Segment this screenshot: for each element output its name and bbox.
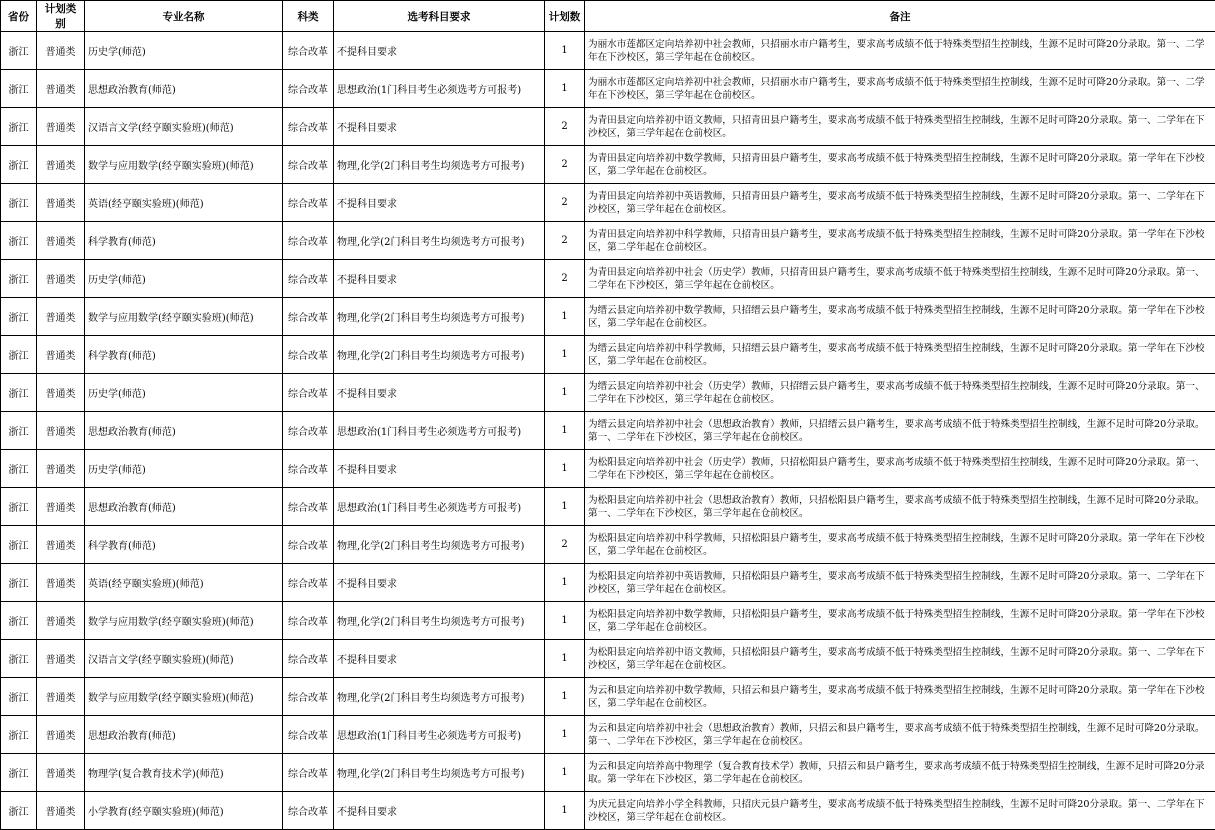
cell-requirement: 不提科目要求 — [334, 792, 545, 830]
cell-count: 1 — [545, 374, 585, 412]
cell-major: 数学与应用数学(经亨颐实验班)(师范) — [85, 602, 283, 640]
cell-category: 普通类 — [37, 564, 85, 602]
cell-subject-type: 综合改革 — [283, 488, 334, 526]
cell-category: 普通类 — [37, 412, 85, 450]
table-row — [1, 602, 1215, 640]
cell-subject-type: 综合改革 — [283, 298, 334, 336]
cell-major: 科学教育(师范) — [85, 222, 283, 260]
cell-count: 1 — [545, 792, 585, 830]
cell-note: 为丽水市莲都区定向培养初中社会教师，只招丽水市户籍考生，要求高考成绩不低于特殊类型招生控制线，生源不足时可降20分录取。第一、二学年在下沙校区，第三学年起在仓前校区。 — [585, 70, 1215, 108]
table-row — [1, 222, 1215, 260]
cell-major: 科学教育(师范) — [85, 336, 283, 374]
cell-requirement: 思想政治(1门科目考生必须选考方可报考) — [334, 70, 545, 108]
cell-count: 2 — [545, 260, 585, 298]
cell-major: 汉语言文学(经亨颐实验班)(师范) — [85, 108, 283, 146]
cell-province: 浙江 — [1, 754, 37, 792]
cell-note: 为松阳县定向培养初中社会（思想政治教育）教师，只招松阳县户籍考生，要求高考成绩不低于特殊类型招生控制线，生源不足时可降20分录取。第一、二学年在下沙校区，第三学年起在仓前校区。 — [585, 488, 1215, 526]
cell-subject-type: 综合改革 — [283, 146, 334, 184]
cell-note: 为松阳县定向培养初中社会（历史学）教师，只招松阳县户籍考生，要求高考成绩不低于特殊类型招生控制线，生源不足时可降20分录取。第一、二学年在下沙校区，第三学年起在仓前校区。 — [585, 450, 1215, 488]
cell-province: 浙江 — [1, 602, 37, 640]
cell-requirement: 不提科目要求 — [334, 32, 545, 70]
cell-subject-type: 综合改革 — [283, 336, 334, 374]
cell-note: 为青田县定向培养初中数学教师，只招青田县户籍考生，要求高考成绩不低于特殊类型招生控制线，生源不足时可降20分录取。第一学年在下沙校区，第二学年起在仓前校区。 — [585, 146, 1215, 184]
cell-subject-type: 综合改革 — [283, 564, 334, 602]
cell-province: 浙江 — [1, 146, 37, 184]
cell-category: 普通类 — [37, 146, 85, 184]
cell-count: 1 — [545, 754, 585, 792]
cell-province: 浙江 — [1, 374, 37, 412]
cell-requirement: 思想政治(1门科目考生必须选考方可报考) — [334, 716, 545, 754]
cell-note: 为缙云县定向培养初中社会（思想政治教育）教师，只招缙云县户籍考生，要求高考成绩不低于特殊类型招生控制线，生源不足时可降20分录取。第一、二学年在下沙校区，第三学年起在仓前校区。 — [585, 412, 1215, 450]
cell-province: 浙江 — [1, 450, 37, 488]
cell-subject-type: 综合改革 — [283, 678, 334, 716]
cell-category: 普通类 — [37, 716, 85, 754]
cell-major: 历史学(师范) — [85, 260, 283, 298]
cell-major: 历史学(师范) — [85, 374, 283, 412]
cell-requirement: 不提科目要求 — [334, 450, 545, 488]
cell-province: 浙江 — [1, 488, 37, 526]
cell-note: 为云和县定向培养高中物理学（复合教育技术学）教师，只招云和县户籍考生，要求高考成绩不低于特殊类型招生控制线，生源不足时可降20分录取。第一学年在下沙校区，第二学年起在仓前校区。 — [585, 754, 1215, 792]
cell-subject-type: 综合改革 — [283, 640, 334, 678]
cell-category: 普通类 — [37, 450, 85, 488]
cell-major: 科学教育(师范) — [85, 526, 283, 564]
cell-category: 普通类 — [37, 374, 85, 412]
cell-subject-type: 综合改革 — [283, 108, 334, 146]
cell-requirement: 物理,化学(2门科目考生均须选考方可报考) — [334, 526, 545, 564]
table-row — [1, 678, 1215, 716]
cell-major: 英语(经亨颐实验班)(师范) — [85, 564, 283, 602]
header-requirement: 选考科目要求 — [334, 1, 545, 32]
table-row — [1, 526, 1215, 564]
cell-note: 为松阳县定向培养初中英语教师，只招松阳县户籍考生，要求高考成绩不低于特殊类型招生控制线，生源不足时可降20分录取。第一、二学年在下沙校区，第三学年起在仓前校区。 — [585, 564, 1215, 602]
cell-subject-type: 综合改革 — [283, 716, 334, 754]
table-row — [1, 754, 1215, 792]
cell-requirement: 物理,化学(2门科目考生均须选考方可报考) — [334, 298, 545, 336]
cell-subject-type: 综合改革 — [283, 450, 334, 488]
table-row — [1, 146, 1215, 184]
cell-requirement: 物理,化学(2门科目考生均须选考方可报考) — [334, 754, 545, 792]
cell-note: 为青田县定向培养初中语文教师，只招青田县户籍考生，要求高考成绩不低于特殊类型招生控制线，生源不足时可降20分录取。第一、二学年在下沙校区，第三学年起在仓前校区。 — [585, 108, 1215, 146]
cell-category: 普通类 — [37, 222, 85, 260]
cell-count: 1 — [545, 716, 585, 754]
cell-province: 浙江 — [1, 716, 37, 754]
cell-requirement: 不提科目要求 — [334, 260, 545, 298]
cell-subject-type: 综合改革 — [283, 374, 334, 412]
cell-major: 数学与应用数学(经亨颐实验班)(师范) — [85, 678, 283, 716]
cell-note: 为缙云县定向培养初中数学教师，只招缙云县户籍考生，要求高考成绩不低于特殊类型招生控制线，生源不足时可降20分录取。第一学年在下沙校区，第二学年起在仓前校区。 — [585, 298, 1215, 336]
cell-province: 浙江 — [1, 412, 37, 450]
cell-count: 2 — [545, 146, 585, 184]
table-row — [1, 336, 1215, 374]
cell-subject-type: 综合改革 — [283, 222, 334, 260]
cell-category: 普通类 — [37, 298, 85, 336]
cell-major: 思想政治教育(师范) — [85, 488, 283, 526]
table-row — [1, 184, 1215, 222]
cell-count: 1 — [545, 678, 585, 716]
header-province: 省份 — [1, 1, 37, 32]
header-category: 计划类别 — [37, 1, 85, 32]
cell-note: 为云和县定向培养初中社会（思想政治教育）教师，只招云和县户籍考生，要求高考成绩不低于特殊类型招生控制线，生源不足时可降20分录取。第一、二学年在下沙校区，第三学年起在仓前校区。 — [585, 716, 1215, 754]
cell-category: 普通类 — [37, 754, 85, 792]
cell-province: 浙江 — [1, 70, 37, 108]
cell-province: 浙江 — [1, 108, 37, 146]
cell-note: 为松阳县定向培养初中数学教师，只招松阳县户籍考生，要求高考成绩不低于特殊类型招生控制线，生源不足时可降20分录取。第一学年在下沙校区，第二学年起在仓前校区。 — [585, 602, 1215, 640]
cell-category: 普通类 — [37, 260, 85, 298]
table-row — [1, 792, 1215, 830]
cell-major: 小学教育(经亨颐实验班)(师范) — [85, 792, 283, 830]
cell-province: 浙江 — [1, 260, 37, 298]
cell-count: 1 — [545, 412, 585, 450]
table-row — [1, 450, 1215, 488]
cell-count: 1 — [545, 640, 585, 678]
table-row — [1, 108, 1215, 146]
cell-category: 普通类 — [37, 792, 85, 830]
table-row — [1, 32, 1215, 70]
cell-requirement: 思想政治(1门科目考生必须选考方可报考) — [334, 412, 545, 450]
cell-major: 数学与应用数学(经亨颐实验班)(师范) — [85, 298, 283, 336]
cell-category: 普通类 — [37, 488, 85, 526]
cell-province: 浙江 — [1, 792, 37, 830]
cell-subject-type: 综合改革 — [283, 32, 334, 70]
cell-major: 思想政治教育(师范) — [85, 716, 283, 754]
cell-category: 普通类 — [37, 32, 85, 70]
cell-subject-type: 综合改革 — [283, 412, 334, 450]
cell-subject-type: 综合改革 — [283, 754, 334, 792]
table-body — [1, 32, 1215, 830]
cell-count: 1 — [545, 488, 585, 526]
cell-note: 为缙云县定向培养初中科学教师，只招缙云县户籍考生，要求高考成绩不低于特殊类型招生控制线，生源不足时可降20分录取。第一学年在下沙校区，第二学年起在仓前校区。 — [585, 336, 1215, 374]
cell-requirement: 物理,化学(2门科目考生均须选考方可报考) — [334, 678, 545, 716]
cell-requirement: 物理,化学(2门科目考生均须选考方可报考) — [334, 222, 545, 260]
header-note: 备注 — [585, 1, 1215, 32]
cell-note: 为松阳县定向培养初中语文教师，只招松阳县户籍考生，要求高考成绩不低于特殊类型招生控制线，生源不足时可降20分录取。第一、二学年在下沙校区，第三学年起在仓前校区。 — [585, 640, 1215, 678]
table-row — [1, 640, 1215, 678]
cell-major: 英语(经亨颐实验班)(师范) — [85, 184, 283, 222]
table-header — [1, 1, 1215, 32]
cell-requirement: 思想政治(1门科目考生必须选考方可报考) — [334, 488, 545, 526]
cell-category: 普通类 — [37, 336, 85, 374]
cell-subject-type: 综合改革 — [283, 184, 334, 222]
table-row — [1, 716, 1215, 754]
cell-major: 思想政治教育(师范) — [85, 70, 283, 108]
table-row — [1, 488, 1215, 526]
cell-count: 1 — [545, 336, 585, 374]
cell-category: 普通类 — [37, 678, 85, 716]
table-row — [1, 298, 1215, 336]
cell-count: 2 — [545, 184, 585, 222]
cell-major: 历史学(师范) — [85, 450, 283, 488]
cell-province: 浙江 — [1, 184, 37, 222]
cell-category: 普通类 — [37, 70, 85, 108]
cell-count: 2 — [545, 526, 585, 564]
cell-note: 为云和县定向培养初中数学教师，只招云和县户籍考生，要求高考成绩不低于特殊类型招生控制线，生源不足时可降20分录取。第一学年在下沙校区，第二学年起在仓前校区。 — [585, 678, 1215, 716]
cell-province: 浙江 — [1, 298, 37, 336]
cell-province: 浙江 — [1, 564, 37, 602]
cell-subject-type: 综合改革 — [283, 526, 334, 564]
cell-count: 2 — [545, 222, 585, 260]
cell-note: 为庆元县定向培养小学全科教师，只招庆元县户籍考生，要求高考成绩不低于特殊类型招生控制线，生源不足时可降20分录取。第一、二学年在下沙校区，第三学年起在仓前校区。 — [585, 792, 1215, 830]
header-row — [1, 1, 1215, 32]
cell-province: 浙江 — [1, 678, 37, 716]
cell-category: 普通类 — [37, 108, 85, 146]
cell-note: 为松阳县定向培养初中科学教师，只招松阳县户籍考生，要求高考成绩不低于特殊类型招生控制线，生源不足时可降20分录取。第一学年在下沙校区，第二学年起在仓前校区。 — [585, 526, 1215, 564]
cell-requirement: 不提科目要求 — [334, 564, 545, 602]
table-row — [1, 564, 1215, 602]
cell-requirement: 不提科目要求 — [334, 640, 545, 678]
cell-province: 浙江 — [1, 640, 37, 678]
cell-note: 为丽水市莲都区定向培养初中社会教师，只招丽水市户籍考生，要求高考成绩不低于特殊类型招生控制线，生源不足时可降20分录取。第一、二学年在下沙校区，第三学年起在仓前校区。 — [585, 32, 1215, 70]
cell-subject-type: 综合改革 — [283, 70, 334, 108]
cell-category: 普通类 — [37, 184, 85, 222]
cell-category: 普通类 — [37, 526, 85, 564]
header-subject-type: 科类 — [283, 1, 334, 32]
cell-major: 历史学(师范) — [85, 32, 283, 70]
cell-category: 普通类 — [37, 640, 85, 678]
cell-count: 1 — [545, 32, 585, 70]
cell-category: 普通类 — [37, 602, 85, 640]
cell-note: 为青田县定向培养初中社会（历史学）教师，只招青田县户籍考生，要求高考成绩不低于特殊类型招生控制线，生源不足时可降20分录取。第一、二学年在下沙校区，第三学年起在仓前校区。 — [585, 260, 1215, 298]
cell-province: 浙江 — [1, 222, 37, 260]
cell-province: 浙江 — [1, 336, 37, 374]
cell-count: 2 — [545, 108, 585, 146]
table-row — [1, 70, 1215, 108]
cell-count: 1 — [545, 564, 585, 602]
cell-requirement: 不提科目要求 — [334, 374, 545, 412]
cell-count: 1 — [545, 298, 585, 336]
cell-note: 为青田县定向培养初中科学教师，只招青田县户籍考生，要求高考成绩不低于特殊类型招生控制线，生源不足时可降20分录取。第一学年在下沙校区，第二学年起在仓前校区。 — [585, 222, 1215, 260]
cell-major: 物理学(复合教育技术学)(师范) — [85, 754, 283, 792]
cell-requirement: 物理,化学(2门科目考生均须选考方可报考) — [334, 146, 545, 184]
header-major: 专业名称 — [85, 1, 283, 32]
cell-requirement: 物理,化学(2门科目考生均须选考方可报考) — [334, 336, 545, 374]
header-count: 计划数 — [545, 1, 585, 32]
cell-requirement: 不提科目要求 — [334, 184, 545, 222]
cell-note: 为缙云县定向培养初中社会（历史学）教师，只招缙云县户籍考生，要求高考成绩不低于特殊类型招生控制线，生源不足时可降20分录取。第一、二学年在下沙校区，第三学年起在仓前校区。 — [585, 374, 1215, 412]
cell-major: 思想政治教育(师范) — [85, 412, 283, 450]
cell-province: 浙江 — [1, 32, 37, 70]
table-row — [1, 260, 1215, 298]
cell-count: 1 — [545, 450, 585, 488]
cell-note: 为青田县定向培养初中英语教师，只招青田县户籍考生，要求高考成绩不低于特殊类型招生控制线，生源不足时可降20分录取。第一、二学年在下沙校区，第三学年起在仓前校区。 — [585, 184, 1215, 222]
cell-subject-type: 综合改革 — [283, 792, 334, 830]
cell-subject-type: 综合改革 — [283, 260, 334, 298]
cell-major: 数学与应用数学(经亨颐实验班)(师范) — [85, 146, 283, 184]
cell-requirement: 物理,化学(2门科目考生均须选考方可报考) — [334, 602, 545, 640]
cell-count: 1 — [545, 70, 585, 108]
cell-province: 浙江 — [1, 526, 37, 564]
cell-count: 1 — [545, 602, 585, 640]
table-row — [1, 374, 1215, 412]
table-row — [1, 412, 1215, 450]
cell-major: 汉语言文学(经亨颐实验班)(师范) — [85, 640, 283, 678]
cell-requirement: 不提科目要求 — [334, 108, 545, 146]
cell-subject-type: 综合改革 — [283, 602, 334, 640]
